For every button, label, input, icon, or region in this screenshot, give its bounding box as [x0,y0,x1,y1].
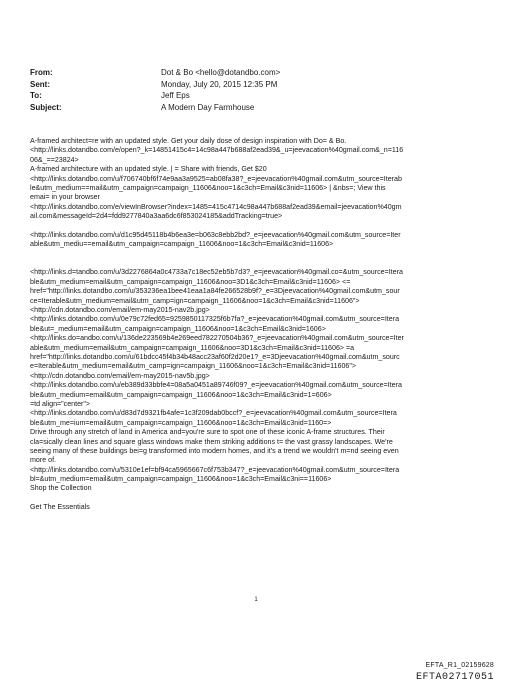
blank-line [30,259,490,268]
body-line: <http://links.dotandbo.com/u/5310e1ef=bf94ca5965667c6f753b347?_e=jeevacation%40gmail.com&utm_source=Itera [30,465,400,474]
body-line: <http://links.do=andbo.com/u/136de223569b4e269eed782270504b36?_e=jeevacation%40gmail.com&utm_source=Iter [30,334,404,343]
body-line: Drive through any stretch of land in America and=you're sure to spot one of these iconic A-frame structures. Their [30,428,385,437]
body-line: ble&utm_me=ium=email&utm_campaign=campaign_11606&noo=1&c3ch=Email&c3nid=1160=> [30,418,332,427]
bates-number-small: EFTA_R1_02159628 [425,662,494,669]
to-row [30,90,490,102]
from-row [30,67,490,79]
subject-row [30,102,490,114]
body-line: more of. [30,456,57,465]
body-line: cla=sically clean lines and square glass windows make them striking additions t= the vast grassy landscapes. We're [30,437,393,446]
from-label: From: [30,68,53,77]
subject-value: A Modern Day Farmhouse [161,102,255,112]
sent-value: Monday, July 20, 2015 12:35 PM [161,79,278,89]
body-line: le&utm_medium==mail&utm_campaign=campaign_11606&noo=1&c3ch=Email&c3nid=11606> | &nbs=; View this [30,183,386,192]
body-line: <http://links.dotandbo.com/u/d1c95d45118b4b6ea3e=b063c8ebb2bd?_e=jeevacation%40gmail.com&utm_source=Iter [30,230,401,239]
body-line: <http://links.dotandbo.com/u/f706740bf6f74e9aa3a9525=ab08fa38?_e=jeevacation%40gmail.com&utm_source=Iterab [30,174,402,183]
bates-number: EFTA02717051 [415,672,494,683]
body-line: A-framed architecture with an updated style. | = Share with friends, Get $20 [30,165,267,174]
body-line: Get The Essentials [30,503,90,512]
body-line: seeing many of these buildings bei=g transformed into modern homes, and it's a trend we wouldn't m=nd seeing even [30,446,399,455]
body-line: ble&ut=_medium=email&utm_campaign=campaign_11606&noo=1&c3ch=Email&c3nid=1606> [30,324,326,333]
body-line: <http://cdn.dotandbo.com/email/em-may2015-nav2b.jpg> [30,306,210,315]
email-header [30,67,490,113]
body-line: <http://links.dotandbo.com/e/open?_k=14851415c4=14c98a447b688af2ead39&_u=jeevacation%40gmail.com&_n=116 [30,146,404,155]
body-line: <http://links.d=tandbo.com/u/3d2276864a0c4733a7c18ec52eb5b7d3?_e=jeevacation%40gmail.co=&utm_source=Itera [30,268,403,277]
email-body [30,137,490,513]
body-line: able&utm_medium=email&utm_campaign=campaign_11606&noo=3D1&c3ch=Email&c3nid=11606> =a [30,343,355,352]
body-line: =td align="center"> [30,399,91,408]
to-value: Jeff Eps [161,91,190,100]
body-line: able&utm_mediu==email&utm_campaign=campaign_11606&noo=1&c3ch=Email&c3nid=11606> [30,240,334,249]
body-line: <http://links.dotandbo.com/u/d83d7d9321fb4afe=1c3f209dab0bccf?_e=jeevacation%40gmail.com&utm_source=Itera [30,409,397,418]
body-line: bl=&utm_medium=email&utm_campaign=campaign_11606&noo=1&c3ch=Email&c3ni==11606> [30,475,332,484]
body-line: 06&_==23824> [30,155,79,164]
blank-line [30,494,490,503]
body-line: <http://links.dotandbo.com/u/0e79c72fed65=9259850117325f6b7fa?_e=jeevacation%40gmail.com&utm_source=Itera [30,315,400,324]
body-line: href="http://links.dotandbo.com/u/61bdcc45f4b34b48acc23af60f2d20e1?_e=3Djeevacation%40gmail.com&utm_sourc [30,352,400,361]
body-line: ble&utm_medium=email&utm_campaign=campaign_11606&noo=1&c3ch=Email&c3nid=1=606> [30,390,332,399]
body-line: <http://links.dotandbo.com/u/eb389d33bbfe4=08a5a0451a89746f09?_e=jeevacation%40gmail.com&utm_source=Itera [30,381,402,390]
body-line: <http://cdn.dotandbo.com/email/em-may2015-nav5b.jpg> [30,371,210,380]
page-number: 1 [254,597,258,603]
blank-line [30,250,490,259]
subject-label: Subject: [30,102,62,112]
body-line: emai= in your browser [30,193,100,202]
body-line: ble&utm_medium=email&utm_campaign=campaign_11606&noo=3D1&c3ch=Email&c3nid=11606> <= [30,277,351,286]
from-value: Dot & Bo <hello@dotandbo.com> [161,68,281,77]
body-line: <http://links.dotandbo.com/e/viewInBrowser?index=1485=415c4714c98a447b688af2ead39&email=jeevacation%40gm [30,202,402,211]
body-line: Shop the Collection [30,484,92,493]
sent-row [30,79,490,91]
to-label: To: [30,91,42,100]
sent-label: Sent: [30,79,50,89]
blank-line [30,222,490,231]
body-line: e=Iterable&utm_medium=email&utm_camp=ign=campaign_11606&noo=1&c3ch=Email&c3nid=11606"> [30,362,357,371]
body-line: ail.com&messageId=2d4=fdd9277840a3aa6dc6f853024185&addTracking=true> [30,212,283,221]
body-line: ce=Iterable&utm_medium=email&utm_camp=ign=campaign_11606&noo=1&c3ch=Email&c3nid=11606"> [30,296,360,305]
body-line: href="http://links.dotandbo.com/u/353236ea1bee41eaa1a84fe266528b9f?_e=3Djeevacation%40gmail.com&utm_sour [30,287,400,296]
body-line: A-framed architect=re with an updated style. Get your daily dose of design inspiration with Do= & Bo. [30,137,347,145]
